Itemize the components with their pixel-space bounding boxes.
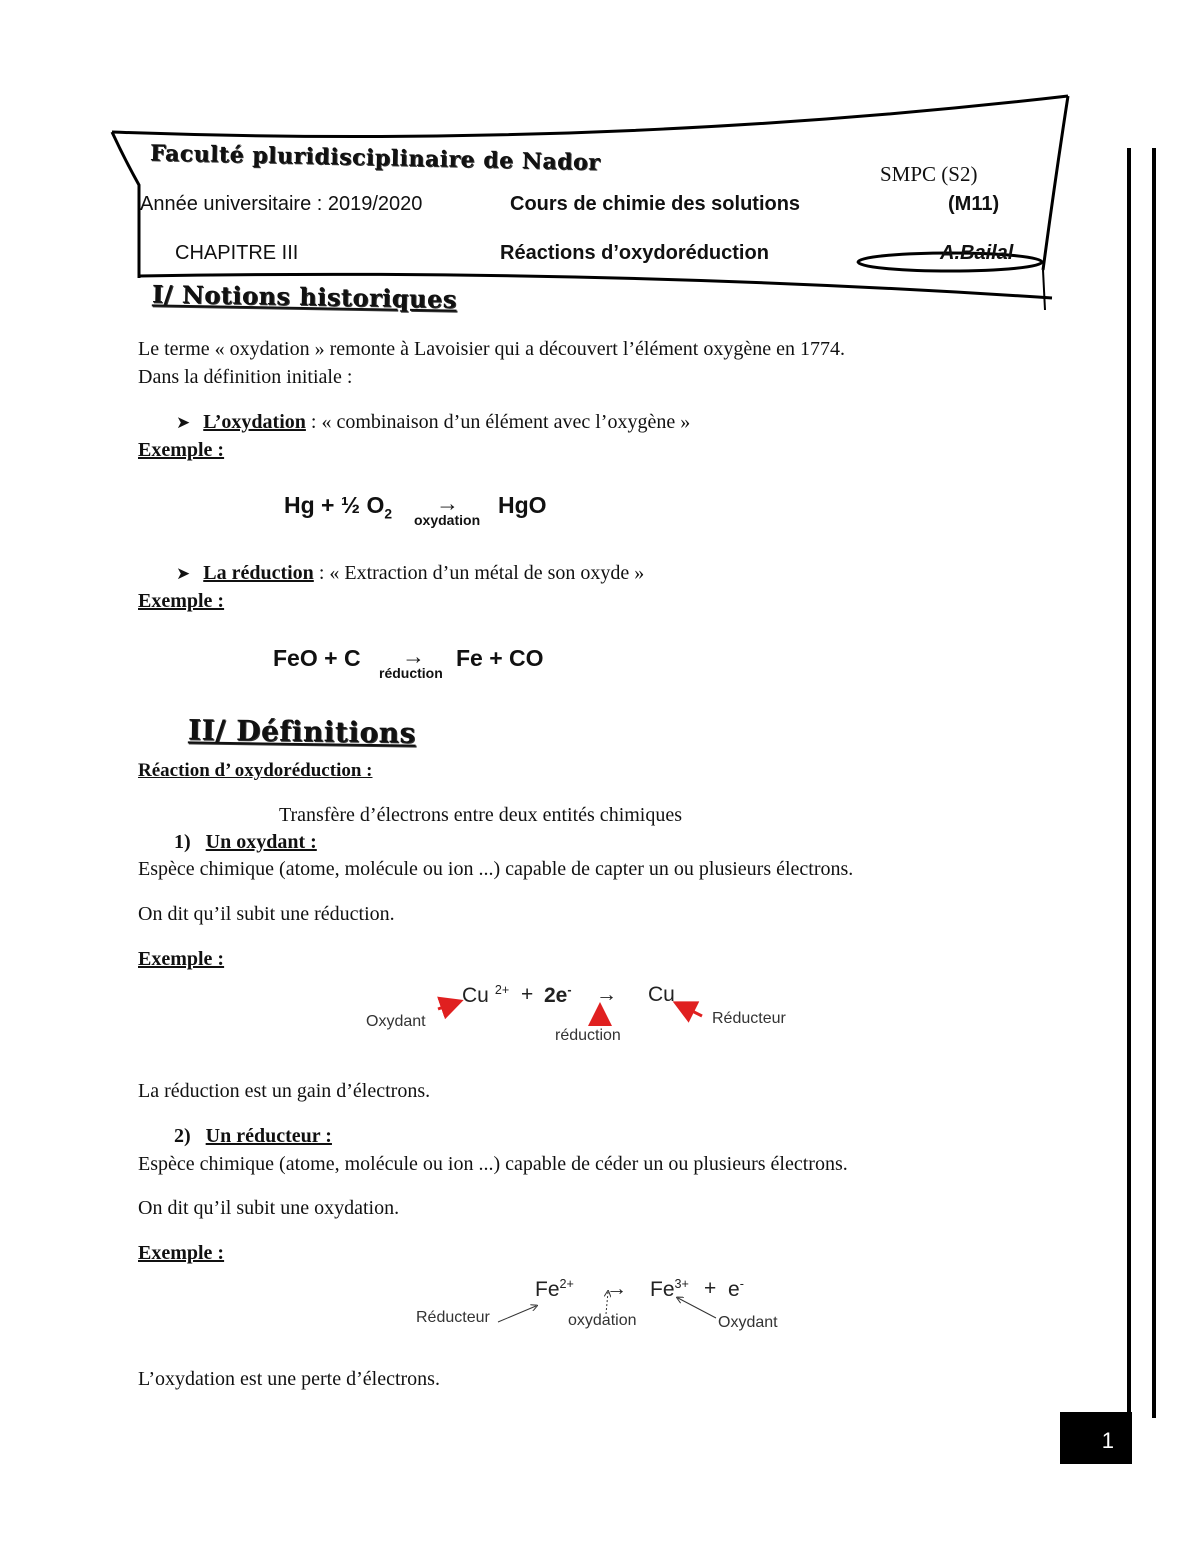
reducer-heading <box>174 1124 332 1148</box>
course-title: Cours de chimie des solutions <box>510 193 801 215</box>
oxidant-says: On dit qu’il subit une réduction. <box>138 903 395 925</box>
eq2-arrow: → <box>402 643 425 669</box>
section-1-title: I/ Notions historiques <box>151 279 457 314</box>
reducer-conclusion: L’oxydation est une perte d’électrons. <box>138 1368 440 1390</box>
reduction-term: La réduction <box>203 562 314 584</box>
eq2-right: Fe + CO <box>456 645 544 671</box>
chapter-title: Réactions d’oxydoréduction <box>500 242 769 264</box>
label-reducer-2: Réducteur <box>416 1309 490 1326</box>
reducer-title: Un réducteur : <box>205 1125 332 1147</box>
reducer-definition: Espèce chimique (atome, molécule ou ion ...) capable de céder un ou plusieurs électrons. <box>138 1153 848 1175</box>
cu-species: Cu <box>462 984 489 1007</box>
example-label-3: Exemple : <box>138 948 225 970</box>
oxidant-definition: Espèce chimique (atome, molécule ou ion ...) capable de capter un ou plusieurs électrons. <box>138 858 854 880</box>
arrow-bullet-icon: ➤ <box>176 564 191 584</box>
redox-reaction-label: Réaction d’ oxydoréduction : <box>138 760 373 781</box>
eq1-left: Hg + ½ O <box>284 492 385 518</box>
oxidant-conclusion: La réduction est un gain d’électrons. <box>138 1080 431 1102</box>
eq1-right: HgO <box>498 492 547 518</box>
oxidant-title: Un oxydant : <box>205 831 317 853</box>
fe3-species: $Fe^{3+}$ <box>650 1277 689 1301</box>
section-2-title: II/ Définitions <box>187 713 417 750</box>
academic-year: Année universitaire : 2019/2020 <box>140 193 423 215</box>
intro-line-2: Dans la définition initiale : <box>138 366 353 388</box>
label-oxidant-2: Oxydant <box>718 1314 778 1331</box>
eq2-left: FeO + C <box>273 645 361 671</box>
module-code: (M11) <box>948 193 1000 215</box>
program-label: SMPC (S2) <box>880 162 978 186</box>
reducer-says: On dit qu’il subit une oxydation. <box>138 1197 400 1219</box>
label-reducer-1: Réducteur <box>712 1010 786 1027</box>
fe-electron: e- <box>728 1277 744 1301</box>
eq1-arrow-label: oxydation <box>414 512 481 528</box>
example-label-4: Exemple : <box>138 1242 225 1264</box>
oxidation-term: L’oxydation <box>203 411 306 433</box>
oxidant-number: 1) <box>174 831 191 853</box>
redox-reaction-definition: Transfère d’électrons entre deux entités chimiques <box>279 804 683 826</box>
oxidation-definition: : « combinaison d’un élément avec l’oxygène » <box>305 411 691 433</box>
cu-plus: + <box>521 983 534 1006</box>
page-number: 1 <box>1060 1412 1132 1464</box>
fe-plus: + <box>704 1277 717 1300</box>
example-label-1: Exemple : <box>138 439 225 461</box>
eq1-arrow: → <box>436 490 459 516</box>
reduction-definition: : « Extraction d’un métal de son oxyde » <box>313 562 645 584</box>
fe2-species: $Fe^{2+}$ <box>535 1277 574 1301</box>
example-label-2: Exemple : <box>138 590 225 612</box>
author-name: A.Bailal <box>940 242 1014 264</box>
chapter-label: CHAPITRE III <box>175 242 299 264</box>
cu-electrons: 2e- <box>544 983 572 1007</box>
cu-arrow: → <box>596 983 617 1006</box>
cu-product: Cu <box>648 983 675 1006</box>
reducer-number: 2) <box>174 1125 191 1147</box>
fe-arrow: → <box>606 1277 627 1300</box>
label-reduction: réduction <box>555 1027 621 1044</box>
arrow-bullet-icon: ➤ <box>176 413 191 433</box>
label-oxidant-1: Oxydant <box>366 1013 426 1030</box>
label-oxidation: oxydation <box>568 1312 637 1329</box>
eq2-arrow-label: réduction <box>379 665 443 681</box>
intro-line-1: Le terme « oxydation » remonte à Lavoisier qui a découvert l’élément oxygène en 1774. <box>138 338 845 360</box>
eq1-subscript: 2 <box>384 506 393 522</box>
faculty-title: Faculté pluridisciplinaire de Nador <box>149 140 601 176</box>
cu-charge: 2+ <box>494 983 510 997</box>
